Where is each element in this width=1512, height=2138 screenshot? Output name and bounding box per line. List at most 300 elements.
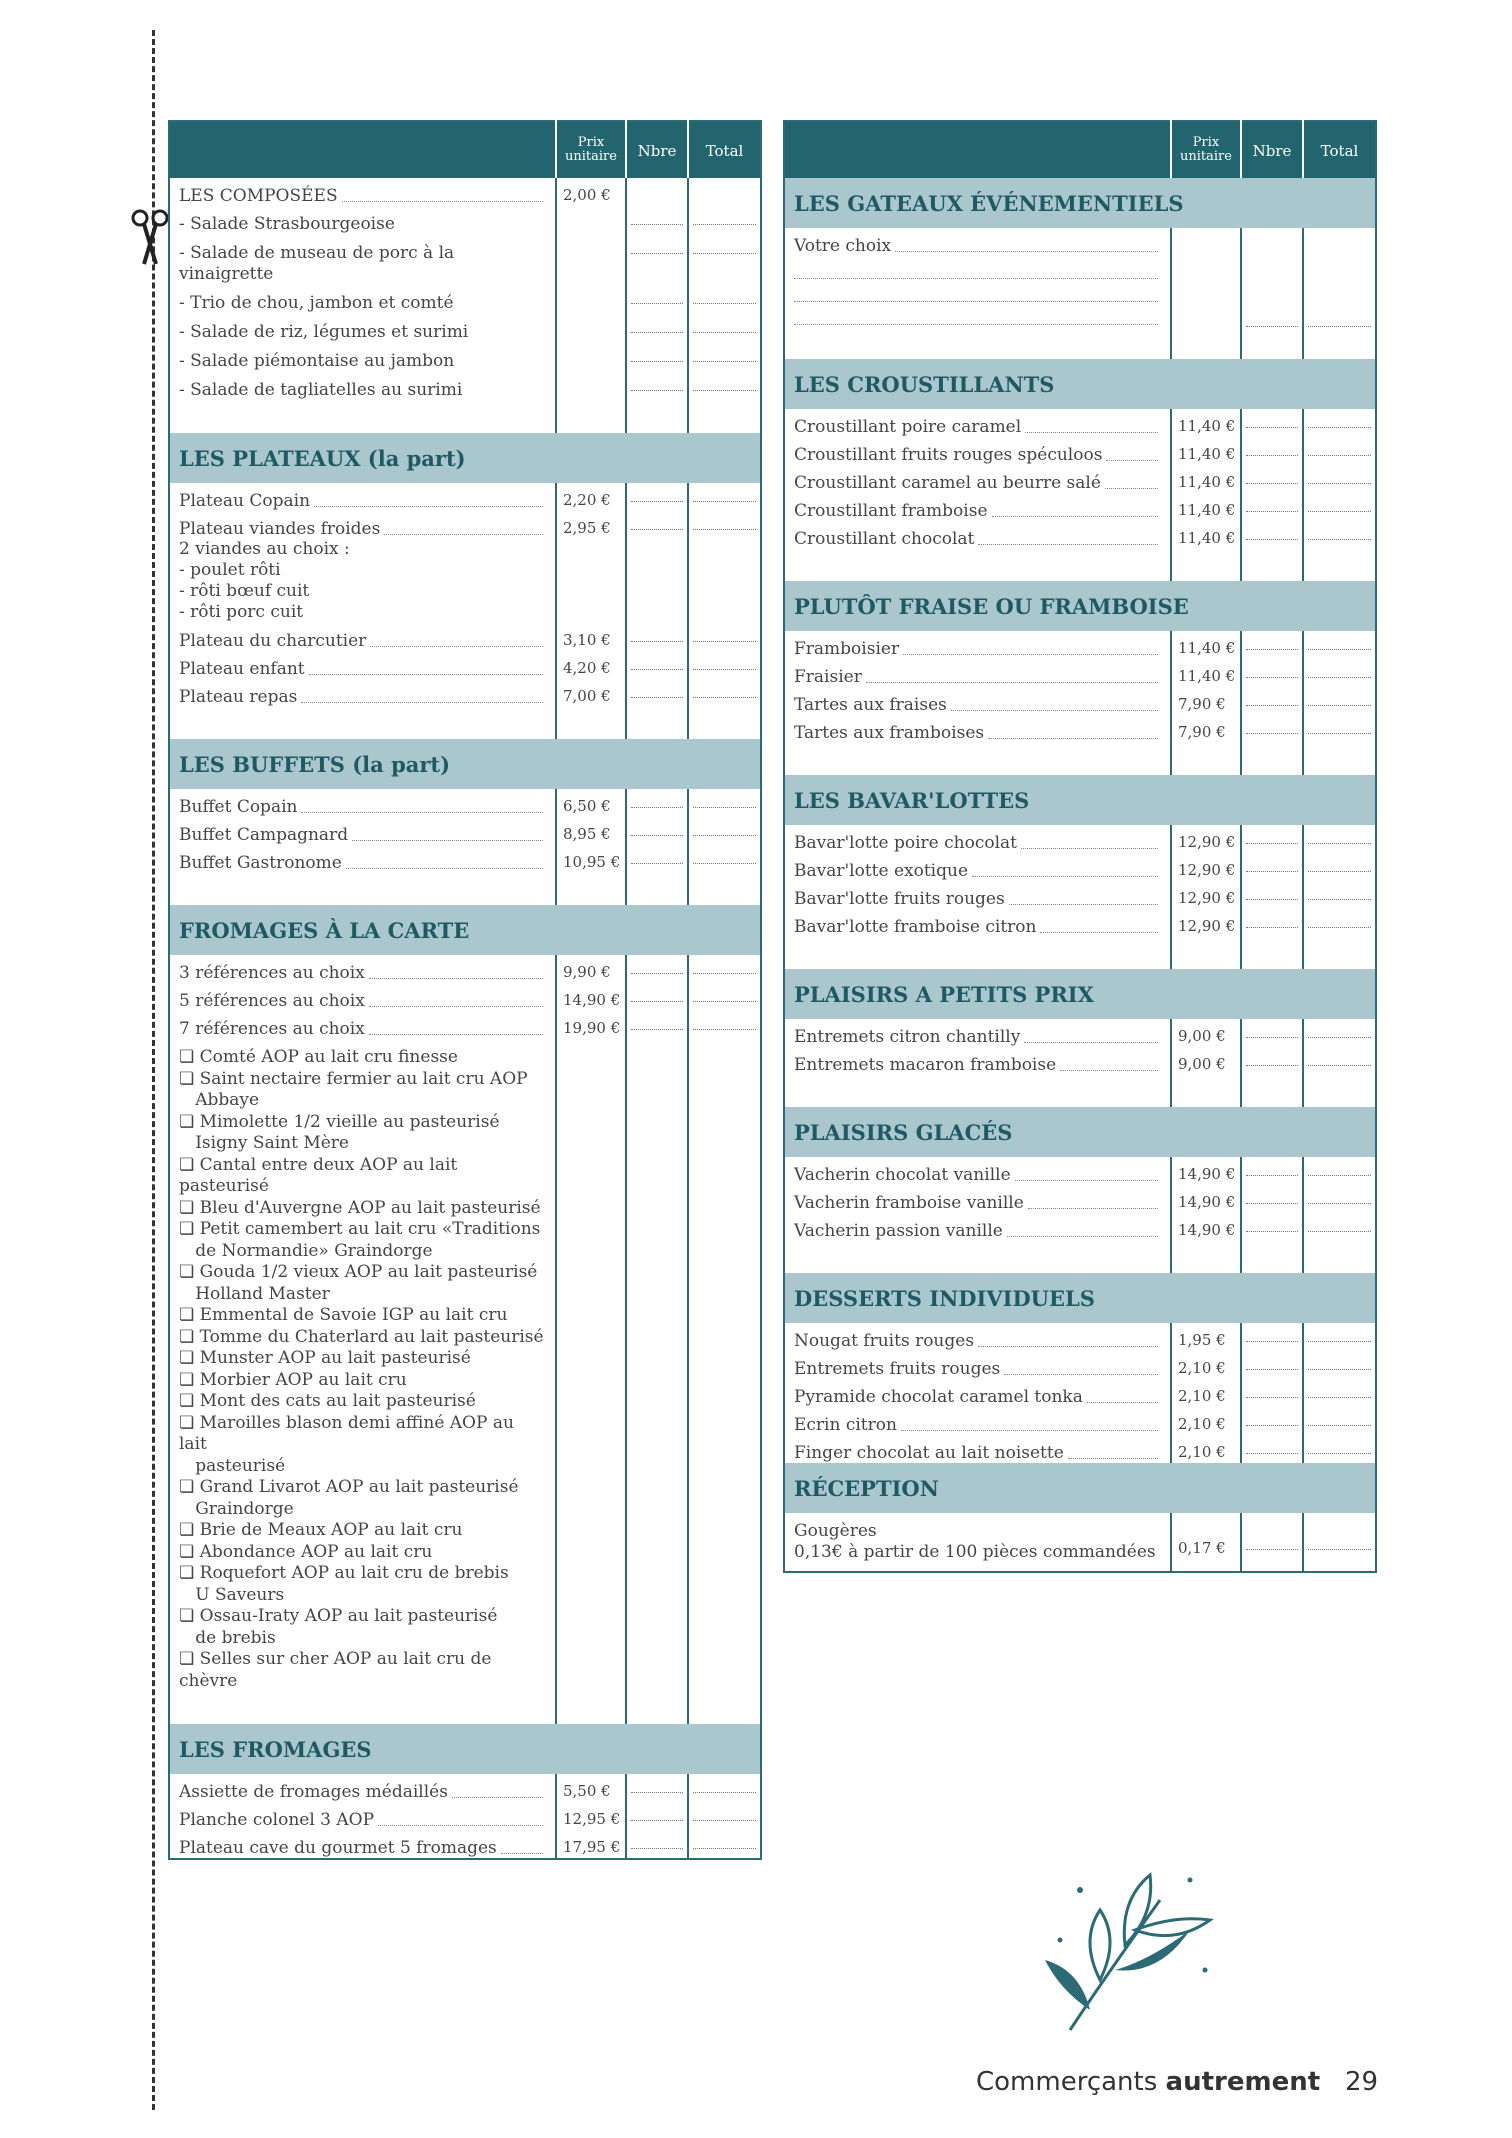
qty-blank[interactable] — [1246, 1059, 1298, 1066]
qty-blank[interactable] — [1246, 1363, 1298, 1370]
price-empty — [556, 285, 626, 314]
spacer-row — [169, 873, 761, 905]
total-blank[interactable] — [1308, 1419, 1371, 1426]
qty-cell[interactable] — [1241, 881, 1303, 909]
qty-cell[interactable] — [626, 955, 688, 983]
item-name-cell — [784, 631, 1171, 659]
qty-cell[interactable] — [1241, 659, 1303, 687]
total-cell[interactable] — [688, 1830, 761, 1859]
qty-cell[interactable] — [626, 651, 688, 679]
qty-cell[interactable] — [1241, 1351, 1303, 1379]
total-blank[interactable] — [1308, 643, 1371, 650]
qty-cell[interactable] — [1241, 1047, 1303, 1075]
dot-leader[interactable] — [895, 250, 1158, 252]
item-name: Bavar'lotte poire chocolat — [794, 833, 1017, 853]
total-blank[interactable] — [1308, 1031, 1371, 1038]
custom-choice-cell — [784, 228, 1171, 327]
spacer-cell — [1303, 327, 1376, 359]
item-name-cell — [784, 1019, 1171, 1047]
total-blank[interactable] — [1308, 921, 1371, 928]
spacer-cell — [688, 1692, 761, 1724]
qty-blank[interactable] — [1246, 1225, 1298, 1232]
total-blank[interactable] — [693, 1814, 756, 1821]
total-cell[interactable] — [688, 1011, 761, 1039]
item-name: Plateau cave du gourmet 5 fromages — [179, 1838, 497, 1858]
total-blank[interactable] — [1308, 505, 1371, 512]
qty-cell[interactable] — [626, 1802, 688, 1830]
cheese-checkbox-option[interactable]: ❏ Mimolette 1/2 vieille au pasteurisé Isigny Saint Mère — [179, 1111, 500, 1153]
custom-choice-line[interactable] — [794, 256, 1158, 279]
item-name-cell — [169, 1802, 556, 1830]
qty-cell[interactable] — [626, 983, 688, 1011]
qty-blank[interactable] — [631, 218, 683, 225]
qty-cell[interactable] — [626, 1011, 688, 1039]
total-blank[interactable] — [693, 326, 756, 333]
blank[interactable] — [1308, 320, 1371, 327]
qty-cell[interactable] — [1241, 715, 1303, 743]
dot-leader — [1028, 1207, 1158, 1209]
total-blank[interactable] — [693, 691, 756, 698]
total-blank[interactable] — [693, 355, 756, 362]
dot-leader — [1105, 487, 1158, 489]
item-name-line — [179, 687, 547, 707]
item-name: Croustillant chocolat — [794, 529, 975, 549]
item-name: Entremets macaron framboise — [794, 1055, 1057, 1075]
item-row — [169, 1830, 761, 1859]
price-empty — [556, 314, 626, 343]
total-cell[interactable] — [1303, 1513, 1376, 1572]
total-blank[interactable] — [1308, 1363, 1371, 1370]
qty-blank[interactable] — [1246, 1447, 1298, 1454]
total-blank[interactable] — [1308, 1447, 1371, 1454]
total-blank[interactable] — [693, 218, 756, 225]
dot-leader — [1025, 431, 1158, 433]
total-blank[interactable] — [693, 1786, 756, 1793]
left-order-table-column — [168, 120, 760, 1860]
qty-cell[interactable] — [626, 483, 688, 511]
total-blank[interactable] — [1308, 1543, 1371, 1550]
blank[interactable] — [1246, 320, 1298, 327]
total-cell[interactable] — [1303, 881, 1376, 909]
total-blank[interactable] — [1308, 1391, 1371, 1398]
qty-blank[interactable] — [1246, 727, 1298, 734]
qty-blank[interactable] — [631, 1023, 683, 1030]
dot-leader — [1087, 1401, 1158, 1403]
total-blank[interactable] — [693, 635, 756, 642]
qty-cell[interactable] — [626, 679, 688, 707]
unit-price: 9,00 € — [1171, 1047, 1241, 1075]
total-blank[interactable] — [1308, 449, 1371, 456]
item-name-line — [794, 1415, 1162, 1435]
qty-blank[interactable] — [1246, 1543, 1298, 1550]
qty-cell[interactable] — [1241, 1513, 1303, 1572]
total-cell[interactable] — [1303, 909, 1376, 937]
total-blank[interactable] — [1308, 837, 1371, 844]
item-name: Buffet Copain — [179, 797, 298, 817]
qty-cell[interactable] — [626, 1039, 688, 1692]
qty-cell[interactable] — [1241, 465, 1303, 493]
dot-leader — [1106, 459, 1158, 461]
qty-blank[interactable] — [1246, 449, 1298, 456]
total-cell[interactable] — [1303, 659, 1376, 687]
qty-cell[interactable] — [626, 285, 688, 314]
total-blank[interactable] — [693, 384, 756, 391]
total-blank[interactable] — [1308, 421, 1371, 428]
qty-cell[interactable] — [1241, 1379, 1303, 1407]
total-cell[interactable] — [688, 679, 761, 707]
total-blank[interactable] — [693, 523, 756, 530]
total-cell[interactable] — [1303, 825, 1376, 853]
spacer-row — [784, 1241, 1376, 1273]
qty-blank[interactable] — [1246, 865, 1298, 872]
total-cell[interactable] — [688, 372, 761, 401]
qty-cell[interactable] — [1241, 853, 1303, 881]
total-blank[interactable] — [1308, 1169, 1371, 1176]
total-cell[interactable] — [688, 511, 761, 623]
qty-blank[interactable] — [631, 523, 683, 530]
item-row — [169, 679, 761, 707]
item-name-cell — [784, 1379, 1171, 1407]
cheese-checkbox-option[interactable]: ❏ Tomme du Chaterlard au lait pasteurisé — [179, 1326, 544, 1347]
qty-cell[interactable] — [1241, 493, 1303, 521]
total-cell[interactable] — [1303, 228, 1376, 327]
total-cell[interactable] — [688, 983, 761, 1011]
section-title: LES BUFFETS (la part) — [169, 739, 761, 789]
qty-blank[interactable] — [1246, 533, 1298, 540]
qty-cell[interactable] — [626, 1830, 688, 1859]
qty-blank[interactable] — [1246, 643, 1298, 650]
item-row — [784, 909, 1376, 937]
qty-blank[interactable] — [1246, 1197, 1298, 1204]
cheese-checkbox-option[interactable]: ❏ Petit camembert au lait cru «Traditions de Normandie» Graindorge — [179, 1219, 541, 1261]
spacer-cell — [1303, 1075, 1376, 1107]
spacer-cell — [1241, 743, 1303, 775]
unit-price: 14,90 € — [1171, 1213, 1241, 1241]
qty-cell[interactable] — [1241, 1019, 1303, 1047]
qty-cell[interactable] — [626, 372, 688, 401]
qty-blank[interactable] — [631, 495, 683, 502]
qty-cell[interactable] — [626, 789, 688, 817]
dot-leader — [1021, 847, 1158, 849]
total-cell[interactable] — [1303, 1351, 1376, 1379]
total-cell[interactable] — [1303, 715, 1376, 743]
item-name-cell — [784, 825, 1171, 853]
total-cell[interactable] — [1303, 1379, 1376, 1407]
qty-blank[interactable] — [631, 635, 683, 642]
item-name-line — [179, 659, 547, 679]
total-cell[interactable] — [688, 1774, 761, 1802]
total-cell[interactable] — [1303, 1213, 1376, 1241]
qty-cell[interactable] — [1241, 1157, 1303, 1185]
item-row — [169, 983, 761, 1011]
qty-blank[interactable] — [631, 384, 683, 391]
total-cell[interactable] — [688, 1039, 761, 1692]
qty-cell[interactable] — [1241, 1185, 1303, 1213]
qty-cell[interactable] — [1241, 825, 1303, 853]
qty-blank[interactable] — [631, 829, 683, 836]
total-blank[interactable] — [1308, 1335, 1371, 1342]
qty-cell[interactable] — [1241, 228, 1303, 327]
cheese-checkbox-option[interactable]: ❏ Maroilles blason demi affiné AOP au lait pasteurisé — [179, 1412, 514, 1476]
total-blank[interactable] — [693, 1842, 756, 1849]
cheese-checkbox-option[interactable]: ❏ Gouda 1/2 vieux AOP au lait pasteurisé Holland Master — [179, 1262, 538, 1304]
item-name-cell — [169, 651, 556, 679]
item-row — [784, 1323, 1376, 1351]
section-header — [784, 1463, 1376, 1513]
custom-choice-line[interactable] — [794, 279, 1158, 302]
salad-name: - Salade de museau de porc à la vinaigrette — [179, 243, 455, 284]
total-cell[interactable] — [1303, 1407, 1376, 1435]
total-cell[interactable] — [1303, 1323, 1376, 1351]
qty-blank[interactable] — [1246, 1335, 1298, 1342]
total-blank[interactable] — [693, 857, 756, 864]
total-blank[interactable] — [1308, 1059, 1371, 1066]
item-row — [169, 511, 761, 623]
qty-blank[interactable] — [631, 1842, 683, 1849]
qty-cell[interactable] — [1241, 1407, 1303, 1435]
item-name: 3 références au choix — [179, 963, 365, 983]
left-order-table — [168, 120, 762, 1860]
total-blank[interactable] — [1308, 865, 1371, 872]
salad-name-cell — [169, 285, 556, 314]
qty-cell[interactable] — [626, 817, 688, 845]
unit-price: 12,90 € — [1171, 853, 1241, 881]
custom-choice-label: Votre choix — [794, 236, 892, 256]
cheese-checkbox-option[interactable]: ❏ Brie de Meaux AOP au lait cru — [179, 1520, 463, 1540]
item-name: Tartes aux framboises — [794, 723, 985, 743]
qty-cell[interactable] — [1241, 1323, 1303, 1351]
item-name: Tartes aux fraises — [794, 695, 947, 715]
total-cell[interactable] — [688, 314, 761, 343]
total-blank[interactable] — [1308, 1225, 1371, 1232]
total-cell[interactable] — [688, 483, 761, 511]
total-cell[interactable] — [1303, 409, 1376, 437]
item-name: Nougat fruits rouges — [794, 1331, 975, 1351]
cheese-checkbox-option[interactable]: ❏ Comté AOP au lait cru finesse — [179, 1047, 458, 1067]
item-name: Croustillant caramel au beurre salé — [794, 473, 1101, 493]
salad-row — [169, 372, 761, 401]
total-cell[interactable] — [688, 343, 761, 372]
qty-cell[interactable] — [626, 1774, 688, 1802]
total-blank[interactable] — [1308, 1197, 1371, 1204]
qty-blank[interactable] — [631, 967, 683, 974]
total-cell[interactable] — [688, 789, 761, 817]
item-name: 7 références au choix — [179, 1019, 365, 1039]
qty-cell[interactable] — [626, 314, 688, 343]
qty-cell[interactable] — [1241, 1213, 1303, 1241]
qty-blank[interactable] — [1246, 477, 1298, 484]
qty-blank[interactable] — [631, 326, 683, 333]
item-row — [784, 687, 1376, 715]
total-cell[interactable] — [688, 955, 761, 983]
qty-blank[interactable] — [1246, 893, 1298, 900]
qty-blank[interactable] — [631, 355, 683, 362]
custom-cake-row — [784, 228, 1376, 327]
item-name-cell — [784, 687, 1171, 715]
item-name: Plateau du charcutier — [179, 631, 367, 651]
total-cell[interactable] — [1303, 1157, 1376, 1185]
total-cell[interactable] — [1303, 687, 1376, 715]
qty-blank[interactable] — [1246, 1419, 1298, 1426]
cheese-checkbox-option[interactable]: ❏ Morbier AOP au lait cru — [179, 1369, 407, 1390]
qty-cell[interactable] — [626, 206, 688, 235]
item-name: Assiette de fromages médaillés — [179, 1782, 448, 1802]
spacer-cell — [688, 873, 761, 905]
custom-choice-line[interactable] — [794, 302, 1158, 325]
cheese-checkbox-option[interactable]: ❏ Selles sur cher AOP au lait cru de chèvre — [179, 1649, 497, 1691]
qty-cell[interactable] — [1241, 687, 1303, 715]
total-cell[interactable] — [688, 651, 761, 679]
item-name-line — [179, 825, 547, 845]
price-empty — [1171, 228, 1241, 327]
qty-blank[interactable] — [631, 691, 683, 698]
item-name-cell — [784, 715, 1171, 743]
unit-price: 14,90 € — [1171, 1157, 1241, 1185]
spacer-cell — [556, 873, 626, 905]
unit-price: 2,00 € — [556, 178, 626, 206]
item-name-line — [179, 963, 547, 983]
total-blank[interactable] — [693, 801, 756, 808]
total-cell[interactable] — [688, 817, 761, 845]
item-name-cell — [784, 493, 1171, 521]
section-title: RÉCEPTION — [784, 1463, 1376, 1513]
cheese-checkbox-option[interactable]: ❏ Saint nectaire fermier au lait cru AOP Abbaye — [179, 1068, 528, 1110]
cheese-checkbox-option[interactable]: ❏ Emmental de Savoie IGP au lait cru — [179, 1305, 508, 1325]
spacer-cell — [626, 873, 688, 905]
total-cell[interactable] — [1303, 465, 1376, 493]
unit-price: 2,95 € — [556, 511, 626, 623]
cheese-checkbox-option[interactable]: ❏ Cantal entre deux AOP au lait pasteurisé — [179, 1154, 463, 1196]
qty-blank[interactable] — [1246, 671, 1298, 678]
total-blank[interactable] — [693, 297, 756, 304]
total-cell[interactable] — [1303, 521, 1376, 549]
item-name: Entremets citron chantilly — [794, 1027, 1021, 1047]
total-cell[interactable] — [1303, 631, 1376, 659]
dot-leader — [384, 533, 543, 535]
total-cell[interactable] — [1303, 1019, 1376, 1047]
cheese-checkbox-option[interactable]: ❏ Grand Livarot AOP au lait pasteurisé Graindorge — [179, 1477, 519, 1519]
cheese-checkbox-option[interactable]: ❏ Mont des cats au lait pasteurisé — [179, 1391, 476, 1411]
item-name-line — [179, 991, 547, 1011]
total-cell[interactable] — [1303, 1185, 1376, 1213]
total-blank[interactable] — [1308, 699, 1371, 706]
qty-cell[interactable] — [1241, 631, 1303, 659]
qty-blank[interactable] — [1246, 699, 1298, 706]
total-blank[interactable] — [693, 1023, 756, 1030]
qty-blank[interactable] — [631, 801, 683, 808]
item-row — [784, 881, 1376, 909]
salad-name-cell — [169, 235, 556, 285]
qty-blank[interactable] — [1246, 921, 1298, 928]
qty-blank[interactable] — [631, 995, 683, 1002]
total-cell[interactable] — [688, 623, 761, 651]
total-blank[interactable] — [693, 967, 756, 974]
qty-cell[interactable] — [626, 845, 688, 873]
total-cell[interactable] — [1303, 1047, 1376, 1075]
total-cell[interactable] — [688, 235, 761, 285]
spacer-cell — [169, 1692, 556, 1724]
total-blank[interactable] — [693, 995, 756, 1002]
unit-price: 12,90 € — [1171, 909, 1241, 937]
qty-blank[interactable] — [631, 1786, 683, 1793]
total-blank[interactable] — [1308, 671, 1371, 678]
spacer-cell — [1303, 743, 1376, 775]
total-blank[interactable] — [1308, 727, 1371, 734]
spacer-cell — [556, 401, 626, 433]
total-cell[interactable] — [1303, 437, 1376, 465]
qty-blank[interactable] — [1246, 837, 1298, 844]
qty-blank[interactable] — [1246, 1391, 1298, 1398]
qty-blank[interactable] — [1246, 1031, 1298, 1038]
qty-blank[interactable] — [631, 1814, 683, 1821]
qty-cell[interactable] — [626, 511, 688, 623]
total-blank[interactable] — [1308, 533, 1371, 540]
total-blank[interactable] — [693, 247, 756, 254]
item-row — [169, 1802, 761, 1830]
salad-row — [169, 206, 761, 235]
dot-leader — [369, 1005, 543, 1007]
total-cell[interactable] — [1303, 1435, 1376, 1463]
qty-blank[interactable] — [1246, 1169, 1298, 1176]
qty-blank[interactable] — [1246, 421, 1298, 428]
cheese-checkbox-option[interactable]: ❏ Abondance AOP au lait cru — [179, 1541, 433, 1562]
total-cell[interactable] — [1303, 853, 1376, 881]
qty-cell[interactable] — [1241, 909, 1303, 937]
total-blank[interactable] — [1308, 893, 1371, 900]
qty-cell[interactable] — [1241, 521, 1303, 549]
cheese-checkbox-option[interactable]: ❏ Roquefort AOP au lait cru de brebis U Saveurs — [179, 1563, 509, 1605]
qty-cell[interactable] — [1241, 1435, 1303, 1463]
cheese-checkbox-option[interactable]: ❏ Ossau-Iraty AOP au lait pasteurisé de brebis — [179, 1606, 498, 1648]
qty-cell[interactable] — [1241, 409, 1303, 437]
total-cell[interactable] — [688, 285, 761, 314]
unit-price: 11,40 € — [1171, 493, 1241, 521]
qty-cell[interactable] — [626, 178, 688, 206]
total-blank[interactable] — [693, 495, 756, 502]
unit-price: 5,50 € — [556, 1774, 626, 1802]
cheese-checkbox-option[interactable]: ❏ Munster AOP au lait pasteurisé — [179, 1348, 471, 1368]
qty-blank[interactable] — [631, 247, 683, 254]
qty-blank[interactable] — [631, 663, 683, 670]
item-name-cell — [784, 1157, 1171, 1185]
total-cell[interactable] — [688, 206, 761, 235]
qty-blank[interactable] — [1246, 505, 1298, 512]
item-name-line — [794, 723, 1162, 743]
qty-cell[interactable] — [626, 343, 688, 372]
dot-leader — [1040, 931, 1158, 933]
price-empty — [556, 343, 626, 372]
spacer-cell — [784, 937, 1171, 969]
item-detail: 2 viandes au choix : - poulet rôti - rôti bœuf cuit - rôti porc cuit — [179, 539, 350, 622]
total-blank[interactable] — [1308, 477, 1371, 484]
item-name: Bavar'lotte framboise citron — [794, 917, 1037, 937]
total-cell[interactable] — [688, 178, 761, 206]
total-cell[interactable] — [688, 845, 761, 873]
qty-blank[interactable] — [631, 857, 683, 864]
total-blank[interactable] — [693, 663, 756, 670]
item-name-cell — [169, 511, 556, 623]
qty-blank[interactable] — [631, 297, 683, 304]
qty-cell[interactable] — [626, 235, 688, 285]
qty-cell[interactable] — [1241, 437, 1303, 465]
total-cell[interactable] — [1303, 493, 1376, 521]
spacer-cell — [784, 327, 1171, 359]
total-cell[interactable] — [688, 1802, 761, 1830]
unit-price: 12,90 € — [1171, 881, 1241, 909]
qty-cell[interactable] — [626, 623, 688, 651]
cheese-checkbox-option[interactable]: ❏ Bleu d'Auvergne AOP au lait pasteurisé — [179, 1197, 541, 1218]
total-blank[interactable] — [693, 829, 756, 836]
